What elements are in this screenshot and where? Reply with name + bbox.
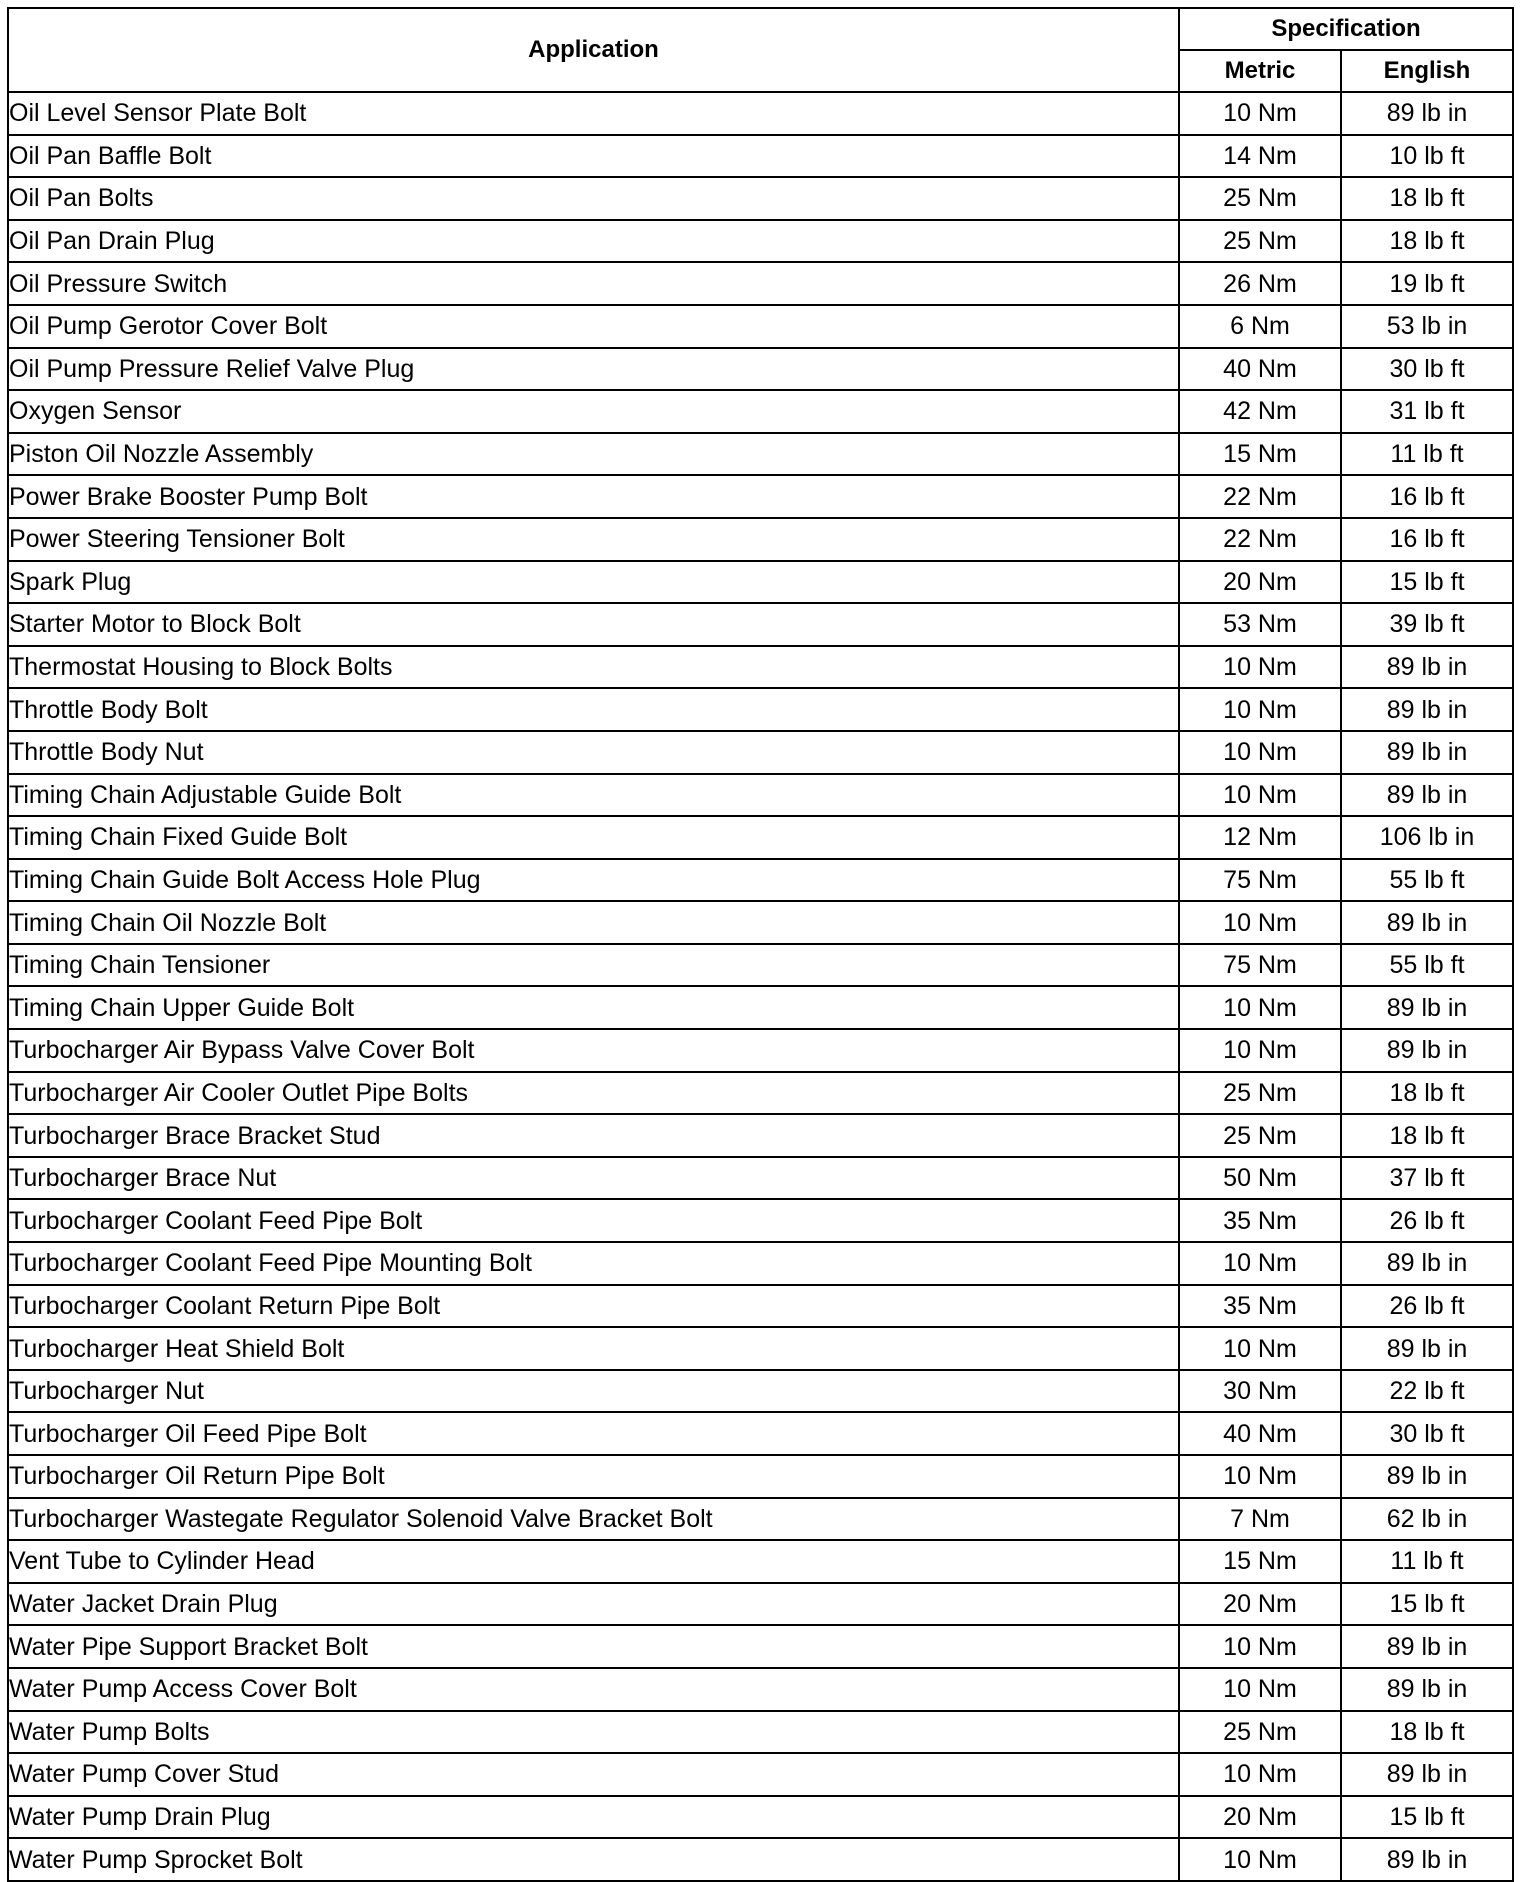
application-cell: Water Pump Bolts (8, 1711, 1179, 1754)
english-cell: 19 lb ft (1341, 262, 1513, 305)
application-cell: Turbocharger Nut (8, 1370, 1179, 1413)
application-cell: Timing Chain Fixed Guide Bolt (8, 816, 1179, 859)
metric-cell: 10 Nm (1179, 1455, 1341, 1498)
english-cell: 16 lb ft (1341, 518, 1513, 561)
application-header: Application (8, 8, 1179, 92)
metric-cell: 10 Nm (1179, 774, 1341, 817)
metric-cell: 15 Nm (1179, 433, 1341, 476)
english-cell: 89 lb in (1341, 986, 1513, 1029)
application-cell: Oil Pan Drain Plug (8, 220, 1179, 263)
application-cell: Turbocharger Brace Bracket Stud (8, 1114, 1179, 1157)
english-cell: 11 lb ft (1341, 433, 1513, 476)
english-cell: 89 lb in (1341, 774, 1513, 817)
english-cell: 18 lb ft (1341, 1114, 1513, 1157)
metric-cell: 22 Nm (1179, 518, 1341, 561)
table-row (8, 348, 1513, 391)
english-cell: 16 lb ft (1341, 475, 1513, 518)
metric-cell: 10 Nm (1179, 901, 1341, 944)
table-row (8, 1796, 1513, 1839)
application-cell: Timing Chain Oil Nozzle Bolt (8, 901, 1179, 944)
metric-cell: 25 Nm (1179, 1072, 1341, 1115)
metric-cell: 53 Nm (1179, 603, 1341, 646)
application-cell: Turbocharger Heat Shield Bolt (8, 1327, 1179, 1370)
metric-cell: 30 Nm (1179, 1370, 1341, 1413)
english-cell: 53 lb in (1341, 305, 1513, 348)
table-row (8, 1327, 1513, 1370)
table-row (8, 1242, 1513, 1285)
metric-cell: 40 Nm (1179, 348, 1341, 391)
english-cell: 89 lb in (1341, 688, 1513, 731)
english-cell: 89 lb in (1341, 731, 1513, 774)
english-cell: 26 lb ft (1341, 1199, 1513, 1242)
application-cell: Oil Pan Bolts (8, 177, 1179, 220)
application-cell: Timing Chain Upper Guide Bolt (8, 986, 1179, 1029)
table-row (8, 433, 1513, 476)
metric-cell: 20 Nm (1179, 1796, 1341, 1839)
metric-cell: 10 Nm (1179, 646, 1341, 689)
english-header: English (1341, 50, 1513, 92)
english-cell: 18 lb ft (1341, 220, 1513, 263)
application-cell: Turbocharger Air Cooler Outlet Pipe Bolts (8, 1072, 1179, 1115)
metric-cell: 75 Nm (1179, 859, 1341, 902)
table-row (8, 1583, 1513, 1626)
english-cell: 15 lb ft (1341, 1583, 1513, 1626)
metric-cell: 14 Nm (1179, 135, 1341, 178)
application-cell: Vent Tube to Cylinder Head (8, 1540, 1179, 1583)
english-cell: 15 lb ft (1341, 1796, 1513, 1839)
metric-cell: 10 Nm (1179, 1029, 1341, 1072)
application-cell: Starter Motor to Block Bolt (8, 603, 1179, 646)
table-row (8, 561, 1513, 604)
metric-cell: 10 Nm (1179, 1668, 1341, 1711)
specification-header: Specification (1179, 8, 1513, 50)
table-row (8, 859, 1513, 902)
application-cell: Throttle Body Nut (8, 731, 1179, 774)
table-row (8, 731, 1513, 774)
metric-cell: 12 Nm (1179, 816, 1341, 859)
table-row (8, 688, 1513, 731)
metric-cell: 20 Nm (1179, 1583, 1341, 1626)
english-cell: 89 lb in (1341, 1668, 1513, 1711)
english-cell: 89 lb in (1341, 1625, 1513, 1668)
application-cell: Oil Pressure Switch (8, 262, 1179, 305)
english-cell: 30 lb ft (1341, 348, 1513, 391)
english-cell: 10 lb ft (1341, 135, 1513, 178)
table-row (8, 135, 1513, 178)
metric-header: Metric (1179, 50, 1341, 92)
table-row (8, 1753, 1513, 1796)
table-row (8, 1285, 1513, 1328)
metric-cell: 10 Nm (1179, 986, 1341, 1029)
metric-cell: 6 Nm (1179, 305, 1341, 348)
english-cell: 26 lb ft (1341, 1285, 1513, 1328)
metric-cell: 22 Nm (1179, 475, 1341, 518)
table-row (8, 1455, 1513, 1498)
table-row (8, 305, 1513, 348)
metric-cell: 10 Nm (1179, 1242, 1341, 1285)
metric-cell: 10 Nm (1179, 1753, 1341, 1796)
application-cell: Turbocharger Coolant Return Pipe Bolt (8, 1285, 1179, 1328)
application-cell: Spark Plug (8, 561, 1179, 604)
application-cell: Water Jacket Drain Plug (8, 1583, 1179, 1626)
application-cell: Timing Chain Tensioner (8, 944, 1179, 987)
metric-cell: 25 Nm (1179, 1711, 1341, 1754)
application-cell: Water Pump Drain Plug (8, 1796, 1179, 1839)
table-row (8, 1838, 1513, 1881)
table-row (8, 603, 1513, 646)
table-row (8, 1199, 1513, 1242)
metric-cell: 25 Nm (1179, 177, 1341, 220)
metric-cell: 40 Nm (1179, 1412, 1341, 1455)
metric-cell: 26 Nm (1179, 262, 1341, 305)
application-cell: Timing Chain Adjustable Guide Bolt (8, 774, 1179, 817)
english-cell: 37 lb ft (1341, 1157, 1513, 1200)
english-cell: 18 lb ft (1341, 1711, 1513, 1754)
application-cell: Water Pump Access Cover Bolt (8, 1668, 1179, 1711)
table-header (8, 8, 1513, 92)
table-row (8, 1412, 1513, 1455)
english-cell: 106 lb in (1341, 816, 1513, 859)
table-body (8, 92, 1513, 1881)
english-cell: 89 lb in (1341, 1753, 1513, 1796)
table-row (8, 646, 1513, 689)
metric-cell: 15 Nm (1179, 1540, 1341, 1583)
application-cell: Power Brake Booster Pump Bolt (8, 475, 1179, 518)
table-row (8, 475, 1513, 518)
english-cell: 89 lb in (1341, 1242, 1513, 1285)
table-row (8, 1029, 1513, 1072)
application-cell: Turbocharger Brace Nut (8, 1157, 1179, 1200)
metric-cell: 50 Nm (1179, 1157, 1341, 1200)
english-cell: 18 lb ft (1341, 1072, 1513, 1115)
table-row (8, 1711, 1513, 1754)
english-cell: 30 lb ft (1341, 1412, 1513, 1455)
table-row (8, 262, 1513, 305)
metric-cell: 25 Nm (1179, 220, 1341, 263)
application-cell: Power Steering Tensioner Bolt (8, 518, 1179, 561)
metric-cell: 42 Nm (1179, 390, 1341, 433)
table-row (8, 390, 1513, 433)
table-row (8, 1370, 1513, 1413)
table-row (8, 816, 1513, 859)
metric-cell: 10 Nm (1179, 1838, 1341, 1881)
application-cell: Thermostat Housing to Block Bolts (8, 646, 1179, 689)
english-cell: 62 lb in (1341, 1498, 1513, 1541)
metric-cell: 10 Nm (1179, 688, 1341, 731)
english-cell: 89 lb in (1341, 1327, 1513, 1370)
english-cell: 89 lb in (1341, 901, 1513, 944)
table-row (8, 220, 1513, 263)
application-cell: Timing Chain Guide Bolt Access Hole Plug (8, 859, 1179, 902)
application-cell: Oil Pan Baffle Bolt (8, 135, 1179, 178)
torque-spec-table (7, 7, 1514, 1882)
english-cell: 89 lb in (1341, 1455, 1513, 1498)
table-row (8, 1157, 1513, 1200)
table-row (8, 774, 1513, 817)
application-cell: Turbocharger Oil Return Pipe Bolt (8, 1455, 1179, 1498)
english-cell: 11 lb ft (1341, 1540, 1513, 1583)
application-cell: Water Pump Cover Stud (8, 1753, 1179, 1796)
table-row (8, 944, 1513, 987)
application-cell: Throttle Body Bolt (8, 688, 1179, 731)
table-row (8, 1498, 1513, 1541)
english-cell: 18 lb ft (1341, 177, 1513, 220)
metric-cell: 20 Nm (1179, 561, 1341, 604)
table-row (8, 986, 1513, 1029)
english-cell: 55 lb ft (1341, 859, 1513, 902)
english-cell: 89 lb in (1341, 1029, 1513, 1072)
metric-cell: 75 Nm (1179, 944, 1341, 987)
english-cell: 89 lb in (1341, 646, 1513, 689)
metric-cell: 35 Nm (1179, 1199, 1341, 1242)
english-cell: 89 lb in (1341, 92, 1513, 135)
application-cell: Oil Level Sensor Plate Bolt (8, 92, 1179, 135)
english-cell: 22 lb ft (1341, 1370, 1513, 1413)
table-row (8, 1625, 1513, 1668)
metric-cell: 7 Nm (1179, 1498, 1341, 1541)
metric-cell: 35 Nm (1179, 1285, 1341, 1328)
application-cell: Water Pipe Support Bracket Bolt (8, 1625, 1179, 1668)
application-cell: Piston Oil Nozzle Assembly (8, 433, 1179, 476)
application-cell: Oil Pump Pressure Relief Valve Plug (8, 348, 1179, 391)
application-cell: Turbocharger Air Bypass Valve Cover Bolt (8, 1029, 1179, 1072)
application-cell: Oil Pump Gerotor Cover Bolt (8, 305, 1179, 348)
table-row (8, 92, 1513, 135)
metric-cell: 10 Nm (1179, 92, 1341, 135)
metric-cell: 10 Nm (1179, 1625, 1341, 1668)
metric-cell: 10 Nm (1179, 1327, 1341, 1370)
english-cell: 15 lb ft (1341, 561, 1513, 604)
metric-cell: 10 Nm (1179, 731, 1341, 774)
table-row (8, 1668, 1513, 1711)
application-cell: Turbocharger Wastegate Regulator Solenoid Valve Bracket Bolt (8, 1498, 1179, 1541)
english-cell: 89 lb in (1341, 1838, 1513, 1881)
table-row (8, 518, 1513, 561)
table-row (8, 1114, 1513, 1157)
application-cell: Turbocharger Coolant Feed Pipe Bolt (8, 1199, 1179, 1242)
english-cell: 39 lb ft (1341, 603, 1513, 646)
english-cell: 31 lb ft (1341, 390, 1513, 433)
application-cell: Water Pump Sprocket Bolt (8, 1838, 1179, 1881)
table-row (8, 177, 1513, 220)
application-cell: Turbocharger Oil Feed Pipe Bolt (8, 1412, 1179, 1455)
table-row (8, 901, 1513, 944)
application-cell: Oxygen Sensor (8, 390, 1179, 433)
application-cell: Turbocharger Coolant Feed Pipe Mounting Bolt (8, 1242, 1179, 1285)
table-row (8, 1540, 1513, 1583)
table-row (8, 1072, 1513, 1115)
english-cell: 55 lb ft (1341, 944, 1513, 987)
metric-cell: 25 Nm (1179, 1114, 1341, 1157)
